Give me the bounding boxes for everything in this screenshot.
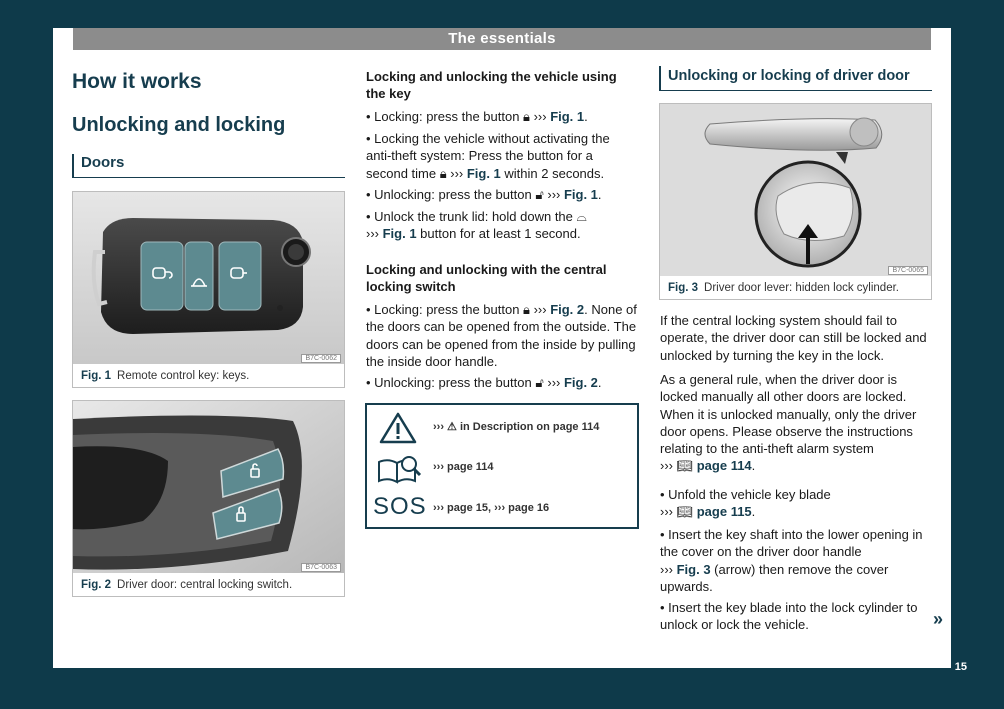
bullet-unfold-key: [660, 486, 933, 521]
door-lever-image: [660, 104, 931, 276]
figure-2-number: Fig. 2: [81, 579, 112, 591]
bullet-switch-locking-end: . None of the doors can be opened from the outside. The doors can be opened from the inside by pulling the inside door handle.: [366, 302, 637, 369]
bullet-insert-shaft: [660, 526, 933, 595]
heading-driver-door: [659, 66, 932, 91]
bullet-trunk-end: button for at least 1 second.: [416, 226, 581, 242]
subheading-central-switch: Locking and unlocking with the central locking switch: [366, 262, 607, 294]
figure-1-caption: [81, 370, 249, 382]
reference-box: [365, 403, 639, 529]
reference-warning-text[interactable]: [433, 420, 599, 433]
punct: .: [597, 187, 602, 202]
ref-arrows: ›››: [366, 226, 383, 242]
figure-2: [72, 400, 345, 597]
bullet-insert-blade: • Insert the key blade into the lock cylinder to unlock or lock the vehicle.: [660, 600, 918, 633]
heading-doors: [72, 154, 345, 178]
bullet-trunk: [366, 208, 638, 243]
bullet-unlocking: [366, 186, 638, 203]
figure-1: [72, 191, 345, 388]
bullet-switch-unlocking: [366, 374, 640, 391]
punct: .: [584, 109, 588, 124]
punct: .: [597, 375, 602, 390]
figure-3: [659, 103, 932, 300]
ref-arrows: ›››: [433, 421, 448, 433]
paragraph-general-rule-text: As a general rule, when the driver door is locked manually all other doors are locked. When it is unlocked manually, only the driver door opens. Please observe the instructions relating to the anti-theft alarm system: [660, 372, 917, 457]
figure-1-number: Fig. 1: [81, 370, 112, 382]
reference-row-sos: [367, 489, 637, 529]
subheading-key: Locking and unlocking the vehicle using the key: [366, 69, 617, 101]
bullet-switch-locking: [366, 301, 640, 370]
reference-row-book: [367, 448, 637, 488]
reference-pages-15-16[interactable]: ››› page 15, ››› page 16: [433, 502, 550, 514]
page-115-link[interactable]: page 115: [693, 504, 752, 520]
fig-2-link[interactable]: Fig. 2: [550, 302, 585, 317]
punct: .: [751, 504, 756, 520]
bullet-no-antitheft-end: within 2 seconds.: [500, 165, 605, 181]
ref-arrows: ›››: [660, 561, 677, 577]
bullet-switch-unlocking-text: • Unlocking: press the button: [366, 375, 536, 390]
paragraph-general-rule: [660, 371, 933, 475]
bullet-unfold-key-text: • Unfold the vehicle key blade: [660, 487, 831, 502]
fig-3-link[interactable]: Fig. 3: [676, 561, 711, 577]
figure-3-number: Fig. 3: [668, 282, 699, 294]
page-114-link[interactable]: page 114: [693, 458, 752, 474]
door-switch-illustration: [73, 401, 344, 573]
continued-marker: »: [933, 609, 944, 629]
lock-icon: 🔒︎: [523, 302, 530, 317]
book-search-icon: 📖︎: [676, 504, 694, 520]
fig-1-link[interactable]: Fig. 1: [382, 226, 417, 242]
bullet-insert-shaft-end: (arrow) then remove the cover upwards.: [660, 561, 889, 594]
ref-arrows: ›››: [543, 187, 564, 202]
fig-1-link[interactable]: Fig. 1: [550, 109, 585, 124]
reference-warning-label: in Description on page 114: [456, 421, 600, 433]
lock-icon: 🔒︎: [439, 165, 447, 181]
heading-unlocking-and-locking: Unlocking and locking: [72, 114, 286, 136]
door-lever-illustration: [660, 104, 931, 276]
figure-2-code: B7C-0063: [301, 563, 341, 572]
page-number: 15: [954, 661, 967, 673]
unlock-icon: 🔓︎: [535, 187, 544, 202]
punct: .: [751, 458, 756, 474]
bullet-trunk-text: • Unlock the trunk lid: hold down the: [366, 209, 577, 224]
bullet-no-antitheft-text: • Locking the vehicle without activating the anti-theft system: Press the button for a second time: [366, 131, 610, 181]
heading-doors-label: Doors: [81, 154, 125, 171]
remote-key-illustration: [73, 192, 344, 364]
bullet-locking-text: • Locking: press the button: [366, 109, 524, 124]
page: [53, 28, 951, 668]
reference-row-warning: [367, 407, 637, 447]
heading-how-it-works: How it works: [72, 70, 202, 93]
ref-arrows: ›››: [446, 165, 467, 181]
figure-1-code: B7C-0062: [301, 354, 341, 363]
book-search-icon: [373, 452, 423, 486]
ref-arrows: ›››: [660, 504, 677, 520]
warning-triangle-icon: [373, 411, 423, 445]
figure-3-caption-text: Driver door lever: hidden lock cylinder.: [704, 282, 899, 294]
reference-page-114[interactable]: ››› page 114: [433, 461, 494, 473]
ref-arrows: ›››: [529, 302, 551, 317]
book-search-icon: 📖︎: [676, 458, 694, 474]
bullet-unlocking-text: • Unlocking: press the button: [366, 187, 536, 202]
heading-driver-door-label: Unlocking or locking of driver door: [668, 68, 910, 84]
trunk-icon: ⌓: [576, 209, 587, 224]
bullet-no-antitheft: [366, 130, 638, 182]
section-header-bar: The essentials: [73, 28, 931, 50]
paragraph-central-fail: If the central locking system should fail to operate, the driver door can still be locked and unlocked by turning the key in the lock.: [660, 313, 927, 363]
ref-arrows: ›››: [529, 109, 551, 124]
figure-3-code: B7C-0065: [888, 266, 928, 275]
door-switch-image: [73, 401, 344, 573]
unlock-icon: 🔓︎: [535, 375, 544, 390]
figure-3-caption: [668, 282, 899, 294]
fig-1-link[interactable]: Fig. 1: [466, 165, 501, 181]
fig-2-link[interactable]: Fig. 2: [563, 375, 598, 390]
remote-key-image: [73, 192, 344, 364]
figure-2-caption: [81, 579, 292, 591]
bullet-locking: [366, 108, 638, 125]
sos-icon: SOS: [373, 493, 427, 520]
figure-1-caption-text: Remote control key: keys.: [117, 370, 250, 382]
small-warning-icon: ⚠: [447, 421, 457, 433]
bullet-insert-shaft-text: • Insert the key shaft into the lower opening in the cover on the driver door handle: [660, 527, 923, 560]
figure-2-caption-text: Driver door: central locking switch.: [117, 579, 293, 591]
ref-arrows: ›››: [660, 458, 677, 474]
bullet-switch-locking-text: • Locking: press the button: [366, 302, 524, 317]
fig-1-link[interactable]: Fig. 1: [563, 187, 598, 202]
lock-icon: 🔒︎: [523, 109, 530, 124]
ref-arrows: ›››: [543, 375, 564, 390]
